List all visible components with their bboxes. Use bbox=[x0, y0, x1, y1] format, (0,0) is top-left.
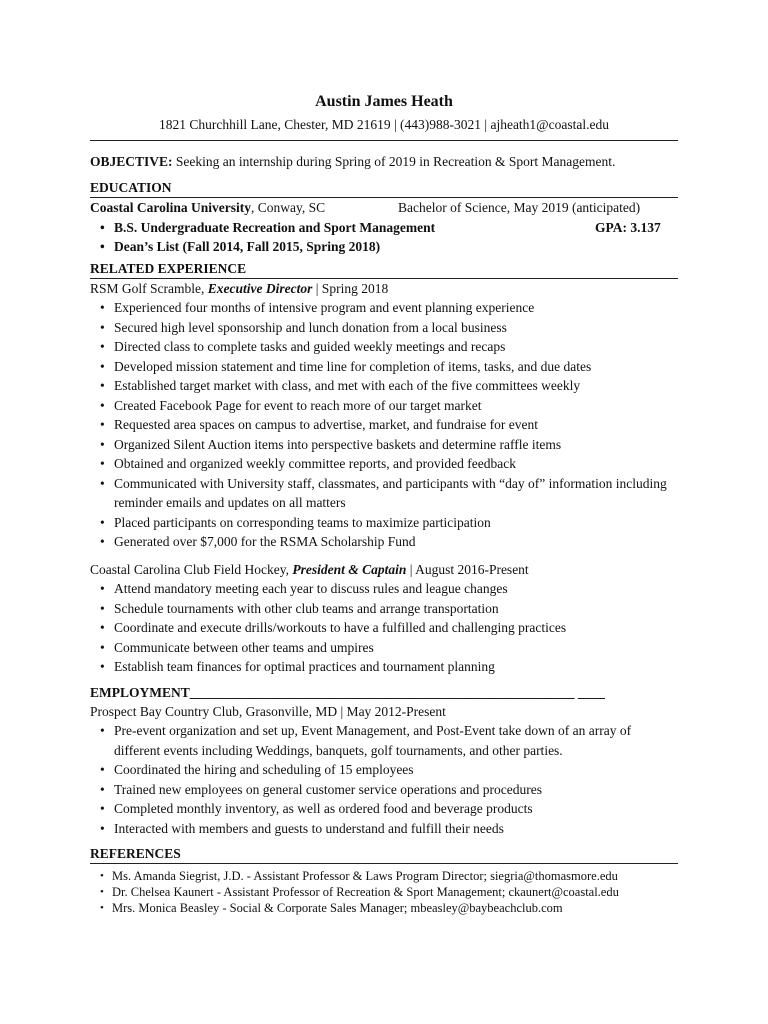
list-item: • Dr. Chelsea Kaunert - Assistant Professor of Recreation & Sport Management; ckaunert@coastal.edu bbox=[90, 884, 678, 900]
list-item: • Pre-event organization and set up, Event Management, and Post-Event take down of an array of different events including Weddings, banquets, golf tournaments, and other parties. bbox=[90, 721, 678, 760]
education-school-row bbox=[90, 198, 678, 218]
job-title-line bbox=[90, 279, 678, 299]
list-item: • Trained new employees on general customer service operations and procedures bbox=[90, 780, 678, 800]
list-item: • Completed monthly inventory, as well as ordered food and beverage products bbox=[90, 799, 678, 819]
list-item: • Schedule tournaments with other club teams and arrange transportation bbox=[90, 599, 678, 619]
school-location: , Conway, SC bbox=[251, 199, 326, 215]
objective-text: Seeking an internship during Spring of 2019 in Recreation & Sport Management. bbox=[172, 154, 616, 169]
list-item: • Directed class to complete tasks and guided weekly meetings and recaps bbox=[90, 337, 678, 357]
job-org: Coastal Carolina Club Field Hockey, bbox=[90, 561, 293, 577]
header-divider bbox=[90, 140, 678, 141]
list-item: • Experienced four months of intensive program and event planning experience bbox=[90, 298, 678, 318]
employment-heading bbox=[90, 685, 678, 702]
references-list bbox=[90, 868, 678, 916]
list-item: • Organized Silent Auction items into perspective baskets and determine raffle items bbox=[90, 435, 678, 455]
gpa: GPA: 3.137 bbox=[595, 219, 661, 235]
list-item: • Generated over $7,000 for the RSMA Scholarship Fund bbox=[90, 532, 678, 552]
list-item: • Established target market with class, and met with each of the five committees weekly bbox=[90, 376, 678, 396]
job-dates: | August 2016-Present bbox=[406, 561, 529, 577]
list-item: • Coordinate and execute drills/workouts to have a fulfilled and challenging practices bbox=[90, 618, 678, 638]
list-item: • Coordinated the hiring and scheduling of 15 employees bbox=[90, 760, 678, 780]
list-item: • Dean’s List (Fall 2014, Fall 2015, Spring 2018) bbox=[90, 237, 678, 257]
resume-page bbox=[90, 92, 678, 916]
list-item: • Communicated with University staff, classmates, and participants with “day of” information including reminder emails and updates on all matters bbox=[90, 474, 678, 513]
list-item: • Interacted with members and guests to understand and fulfill their needs bbox=[90, 819, 678, 839]
list-item: • Attend mandatory meeting each year to discuss rules and league changes bbox=[90, 579, 678, 599]
education-list bbox=[90, 218, 678, 257]
job-title-line bbox=[90, 560, 678, 580]
job-bullets bbox=[90, 298, 678, 552]
contact-line: 1821 Churchhill Lane, Chester, MD 21619 | (443)988-3021 | ajheath1@coastal.edu bbox=[159, 117, 609, 132]
job-bullets bbox=[90, 579, 678, 677]
list-item: • Developed mission statement and time line for completion of items, tasks, and due dates bbox=[90, 357, 678, 377]
list-item: • Obtained and organized weekly committee reports, and provided feedback bbox=[90, 454, 678, 474]
list-item: • Communicate between other teams and umpires bbox=[90, 638, 678, 658]
objective-label: OBJECTIVE: bbox=[90, 154, 173, 169]
school-name: Coastal Carolina University bbox=[90, 199, 251, 215]
list-item bbox=[90, 218, 678, 238]
list-item: • Ms. Amanda Siegrist, J.D. - Assistant Professor & Laws Program Director; siegria@thomasmore.edu bbox=[90, 868, 678, 884]
list-item: • Requested area spaces on campus to advertise, market, and fundraise for event bbox=[90, 415, 678, 435]
list-item: • Establish team finances for optimal practices and tournament planning bbox=[90, 657, 678, 677]
employment-org: Prospect Bay Country Club, Grasonville, MD | May 2012-Present bbox=[90, 703, 446, 719]
related-experience-heading: RELATED EXPERIENCE bbox=[90, 261, 678, 279]
list-item: • Mrs. Monica Beasley - Social & Corporate Sales Manager; mbeasley@baybeachclub.com bbox=[90, 900, 678, 916]
job-role: Executive Director bbox=[207, 280, 313, 296]
employment-bullets bbox=[90, 721, 678, 838]
list-item: • Secured high level sponsorship and lunch donation from a local business bbox=[90, 318, 678, 338]
objective bbox=[90, 152, 678, 172]
degree: Bachelor of Science, May 2019 (anticipated) bbox=[398, 199, 641, 215]
list-item: • Placed participants on corresponding teams to maximize participation bbox=[90, 513, 678, 533]
education-item-major: B.S. Undergraduate Recreation and Sport Management bbox=[114, 219, 436, 235]
references-heading: REFERENCES bbox=[90, 846, 678, 864]
education-heading: EDUCATION bbox=[90, 180, 678, 198]
job-org: RSM Golf Scramble, bbox=[90, 280, 208, 296]
job-role: President & Captain bbox=[292, 561, 407, 577]
job-dates: | Spring 2018 bbox=[312, 280, 389, 296]
list-item: • Created Facebook Page for event to reach more of our target market bbox=[90, 396, 678, 416]
applicant-name: Austin James Heath bbox=[315, 93, 453, 110]
employment-heading-text: EMPLOYMENT bbox=[90, 684, 190, 700]
employment-heading-rule: _________________________________________________________ ____ bbox=[189, 684, 605, 700]
